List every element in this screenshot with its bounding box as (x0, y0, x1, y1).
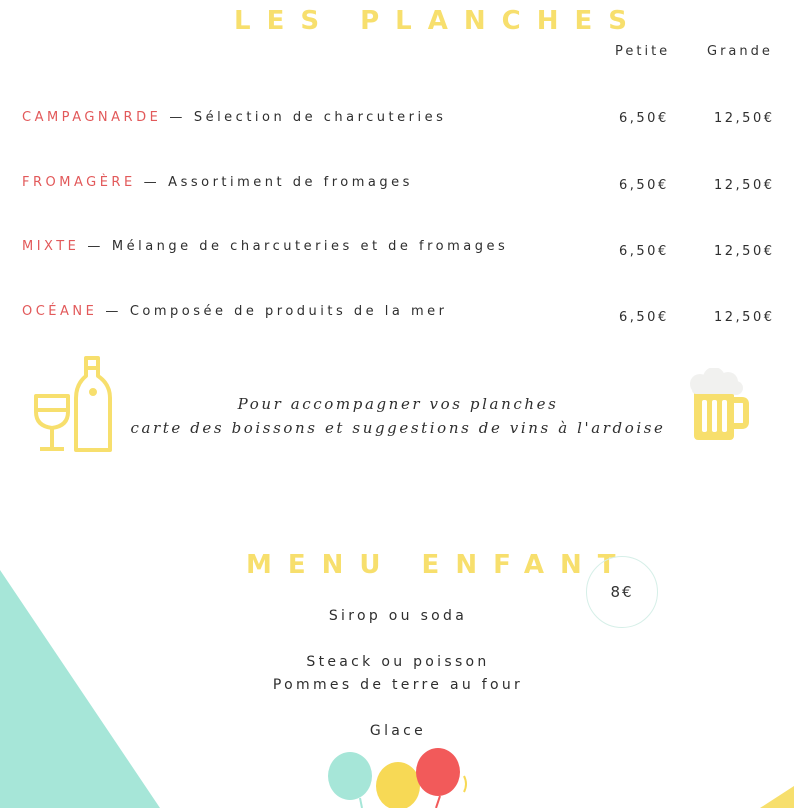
size-header-large: Grande (707, 44, 773, 59)
price-small: 6,50€ (619, 310, 669, 325)
beer-mug-icon (686, 368, 750, 444)
kids-dessert: Glace (369, 723, 427, 739)
kids-menu-title: MENU ENFANT (246, 550, 632, 580)
price-small: 6,50€ (619, 244, 669, 259)
menu-item-desc: Assortiment de fromages (168, 175, 413, 190)
price-small: 6,50€ (619, 111, 669, 126)
price-large: 12,50€ (714, 111, 775, 126)
menu-item (22, 304, 448, 319)
menu-item-name: OCÉANE (22, 304, 98, 319)
kids-main-line-2: Pommes de terre au four (272, 677, 524, 693)
accompaniment-line-2: carte des boissons et suggestions de vins à l'ardoise (130, 419, 666, 437)
size-header-small: Petite (615, 44, 671, 59)
accompaniment-line-1: Pour accompagner vos planches (237, 395, 559, 413)
menu-item-desc: Mélange de charcuteries et de fromages (111, 239, 509, 254)
dash: — (87, 239, 104, 254)
accompaniment-note (120, 392, 676, 440)
balloons-icon (324, 746, 474, 808)
price-large: 12,50€ (714, 178, 775, 193)
dash: — (105, 304, 122, 319)
price-small: 6,50€ (619, 178, 669, 193)
menu-item-name: FROMAGÈRE (22, 175, 136, 190)
price-large: 12,50€ (714, 244, 775, 259)
menu-item-desc: Composée de produits de la mer (129, 304, 448, 319)
menu-item-name: CAMPAGNARDE (22, 110, 162, 125)
kids-menu-price: 8€ (610, 583, 634, 601)
price-large: 12,50€ (714, 310, 775, 325)
kids-main-line-1: Steack ou poisson (306, 654, 490, 670)
menu-item-name: MIXTE (22, 239, 80, 254)
wine-glass-and-bottle-icon (30, 354, 116, 454)
planches-title: LES PLANCHES (234, 6, 643, 36)
kids-drink: Sirop ou soda (328, 608, 468, 624)
menu-item (22, 110, 446, 125)
menu-item (22, 175, 413, 190)
dash: — (169, 110, 186, 125)
menu-item-desc: Sélection de charcuteries (193, 110, 447, 125)
dash: — (143, 175, 161, 190)
menu-item (22, 239, 508, 254)
